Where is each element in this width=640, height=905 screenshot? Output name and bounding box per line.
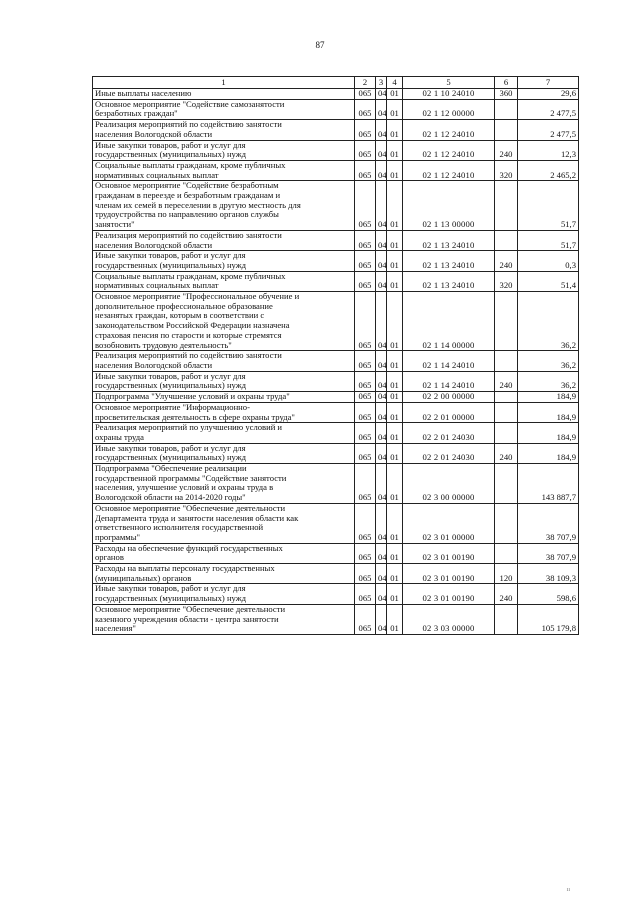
row-target-article: 02 3 01 00190 xyxy=(403,564,495,584)
row-name xyxy=(93,604,355,634)
row-amount: 184,9 xyxy=(518,423,579,443)
row-subsection: 01 xyxy=(387,564,403,584)
row-name xyxy=(93,392,355,403)
row-admin-code: 065 xyxy=(355,271,376,291)
row-target-article: 02 1 14 24010 xyxy=(403,371,495,391)
row-subsection: 01 xyxy=(387,392,403,403)
row-section: 04 xyxy=(376,120,387,140)
row-subsection: 01 xyxy=(387,271,403,291)
row-name xyxy=(93,584,355,604)
row-expense-type xyxy=(495,402,518,422)
row-target-article: 02 3 01 00000 xyxy=(403,503,495,543)
row-target-article: 02 1 14 24010 xyxy=(403,351,495,371)
row-name-line: (муниципальных) органов xyxy=(95,572,192,583)
row-name-line: Иные выплаты населению xyxy=(95,88,192,98)
row-name-line: Подпрограмма "Улучшение условий и охраны труда" xyxy=(95,391,290,402)
row-target-article: 02 2 01 24030 xyxy=(403,443,495,463)
corner-mark: ıı xyxy=(566,887,570,893)
row-amount: 36,2 xyxy=(518,292,579,351)
row-name-line: Основное мероприятие "Содействие безработным xyxy=(95,180,279,191)
row-amount: 105 179,8 xyxy=(518,604,579,634)
table-row xyxy=(93,89,579,100)
row-expense-type xyxy=(495,503,518,543)
row-expense-type: 240 xyxy=(495,251,518,271)
row-subsection: 01 xyxy=(387,230,403,250)
row-name xyxy=(93,160,355,180)
row-name-line: возобновить трудовую деятельность" xyxy=(95,339,232,350)
row-name-line: Основное мероприятие "Содействие самозанятости xyxy=(95,98,285,109)
row-admin-code: 065 xyxy=(355,251,376,271)
row-subsection: 01 xyxy=(387,443,403,463)
row-name-line: населения Вологодской области xyxy=(95,359,213,370)
row-section: 04 xyxy=(376,392,387,403)
table-row xyxy=(93,423,579,443)
row-admin-code: 065 xyxy=(355,423,376,443)
row-subsection: 01 xyxy=(387,351,403,371)
row-section: 04 xyxy=(376,292,387,351)
row-amount: 51,4 xyxy=(518,271,579,291)
row-admin-code: 065 xyxy=(355,120,376,140)
row-name-line: органов xyxy=(95,552,124,563)
row-name-line: государственных (муниципальных) нужд xyxy=(95,149,247,160)
row-amount: 38 707,9 xyxy=(518,543,579,563)
row-target-article: 02 3 03 00000 xyxy=(403,604,495,634)
row-subsection: 01 xyxy=(387,584,403,604)
table-row xyxy=(93,99,579,119)
row-target-article: 02 1 12 24010 xyxy=(403,120,495,140)
row-target-article: 02 2 01 00000 xyxy=(403,402,495,422)
row-name-line: Иные закупки товаров, работ и услуг для xyxy=(95,583,246,594)
table-row xyxy=(93,271,579,291)
row-name xyxy=(93,503,355,543)
row-amount: 51,7 xyxy=(518,230,579,250)
row-name xyxy=(93,351,355,371)
row-name xyxy=(93,543,355,563)
row-target-article: 02 1 13 24010 xyxy=(403,271,495,291)
row-amount: 12,3 xyxy=(518,140,579,160)
row-expense-type xyxy=(495,292,518,351)
row-name xyxy=(93,120,355,140)
row-admin-code: 065 xyxy=(355,99,376,119)
row-admin-code: 065 xyxy=(355,402,376,422)
row-expense-type xyxy=(495,604,518,634)
row-name xyxy=(93,89,355,100)
table-row xyxy=(93,160,579,180)
table-row xyxy=(93,120,579,140)
row-name xyxy=(93,140,355,160)
row-amount: 36,2 xyxy=(518,351,579,371)
row-admin-code: 065 xyxy=(355,371,376,391)
row-subsection: 01 xyxy=(387,503,403,543)
row-name-line: законодательством Российской Федерации назначена xyxy=(95,320,290,331)
row-name-line: Расходы на выплаты персоналу государственных xyxy=(95,563,275,574)
row-subsection: 01 xyxy=(387,120,403,140)
row-amount: 598,6 xyxy=(518,584,579,604)
row-name-line: нормативных социальных выплат xyxy=(95,169,219,180)
row-target-article: 02 1 13 00000 xyxy=(403,181,495,231)
row-target-article: 02 3 00 00000 xyxy=(403,464,495,504)
row-subsection: 01 xyxy=(387,543,403,563)
table-row xyxy=(93,230,579,250)
row-expense-type: 240 xyxy=(495,371,518,391)
header-target-article: 5 xyxy=(403,77,495,89)
header-section: 3 xyxy=(376,77,387,89)
row-name xyxy=(93,371,355,391)
row-section: 04 xyxy=(376,251,387,271)
table-header-row xyxy=(93,77,579,89)
table-row xyxy=(93,251,579,271)
table-body xyxy=(93,89,579,635)
table-row xyxy=(93,443,579,463)
table-row xyxy=(93,543,579,563)
row-name-line: Основное мероприятие "Информационно- xyxy=(95,401,250,412)
row-target-article: 02 3 01 00190 xyxy=(403,584,495,604)
row-name xyxy=(93,564,355,584)
row-target-article: 02 1 12 24010 xyxy=(403,140,495,160)
table-row xyxy=(93,564,579,584)
row-name-line: незанятых граждан, которым в соответствии с xyxy=(95,310,265,321)
row-subsection: 01 xyxy=(387,251,403,271)
row-expense-type: 120 xyxy=(495,564,518,584)
table-row xyxy=(93,181,579,231)
row-section: 04 xyxy=(376,371,387,391)
header-amount: 7 xyxy=(518,77,579,89)
header-expense-type: 6 xyxy=(495,77,518,89)
row-target-article: 02 1 12 00000 xyxy=(403,99,495,119)
row-admin-code: 065 xyxy=(355,392,376,403)
row-name-line: государственных (муниципальных) нужд xyxy=(95,452,247,463)
row-name-line: программы" xyxy=(95,531,140,542)
table-row xyxy=(93,140,579,160)
row-name-line: охраны труда xyxy=(95,431,144,442)
row-admin-code: 065 xyxy=(355,564,376,584)
row-amount: 38 109,3 xyxy=(518,564,579,584)
row-name xyxy=(93,464,355,504)
row-expense-type xyxy=(495,392,518,403)
row-name xyxy=(93,99,355,119)
row-target-article: 02 1 14 00000 xyxy=(403,292,495,351)
row-amount: 36,2 xyxy=(518,371,579,391)
row-name xyxy=(93,402,355,422)
row-name xyxy=(93,251,355,271)
row-section: 04 xyxy=(376,443,387,463)
row-subsection: 01 xyxy=(387,371,403,391)
row-admin-code: 065 xyxy=(355,464,376,504)
row-amount: 184,9 xyxy=(518,392,579,403)
row-name xyxy=(93,292,355,351)
row-expense-type: 240 xyxy=(495,140,518,160)
row-expense-type xyxy=(495,99,518,119)
row-name-line: Расходы на обеспечение функций государственных xyxy=(95,542,283,553)
row-admin-code: 065 xyxy=(355,292,376,351)
row-admin-code: 065 xyxy=(355,181,376,231)
row-name-line: членам их семей в переселении в другую местность для xyxy=(95,199,301,210)
row-section: 04 xyxy=(376,89,387,100)
row-expense-type: 240 xyxy=(495,584,518,604)
row-expense-type: 320 xyxy=(495,160,518,180)
row-name-line: ответственного исполнителя государственной xyxy=(95,522,264,533)
row-admin-code: 065 xyxy=(355,140,376,160)
row-amount: 2 477,5 xyxy=(518,99,579,119)
row-section: 04 xyxy=(376,402,387,422)
row-expense-type xyxy=(495,464,518,504)
row-expense-type xyxy=(495,120,518,140)
row-name-line: Социальные выплаты гражданам, кроме публичных xyxy=(95,270,286,281)
row-expense-type: 320 xyxy=(495,271,518,291)
row-name-line: Реализация мероприятий по содействию занятости xyxy=(95,350,282,361)
row-name-line: страховая пенсия по старости и которые стремятся xyxy=(95,329,282,340)
row-section: 04 xyxy=(376,503,387,543)
row-subsection: 01 xyxy=(387,181,403,231)
row-expense-type xyxy=(495,181,518,231)
row-target-article: 02 1 13 24010 xyxy=(403,251,495,271)
row-name-line: населения Вологодской области xyxy=(95,239,213,250)
row-subsection: 01 xyxy=(387,160,403,180)
row-section: 04 xyxy=(376,160,387,180)
row-admin-code: 065 xyxy=(355,443,376,463)
row-amount: 0,3 xyxy=(518,251,579,271)
table-row xyxy=(93,464,579,504)
table-row xyxy=(93,503,579,543)
row-name-line: Департамента труда и занятости населения области как xyxy=(95,512,299,523)
row-name-line: трудоустройства по направлению органов службы xyxy=(95,209,279,220)
row-name-line: государственной программы "Содействие занятости xyxy=(95,472,287,483)
row-admin-code: 065 xyxy=(355,543,376,563)
row-section: 04 xyxy=(376,564,387,584)
row-section: 04 xyxy=(376,351,387,371)
row-admin-code: 065 xyxy=(355,230,376,250)
row-admin-code: 065 xyxy=(355,160,376,180)
budget-table xyxy=(92,76,579,635)
row-name-line: Основное мероприятие "Обеспечение деятельности xyxy=(95,603,286,614)
table-row xyxy=(93,351,579,371)
row-admin-code: 065 xyxy=(355,351,376,371)
row-section: 04 xyxy=(376,584,387,604)
row-name-line: Социальные выплаты гражданам, кроме публичных xyxy=(95,159,286,170)
row-subsection: 01 xyxy=(387,99,403,119)
row-amount: 184,9 xyxy=(518,443,579,463)
row-subsection: 01 xyxy=(387,423,403,443)
row-name xyxy=(93,443,355,463)
row-subsection: 01 xyxy=(387,402,403,422)
row-section: 04 xyxy=(376,423,387,443)
row-name-line: нормативных социальных выплат xyxy=(95,280,219,291)
row-name-line: казенного учреждения области - центра занятости xyxy=(95,613,279,624)
row-amount: 51,7 xyxy=(518,181,579,231)
header-admin-code: 2 xyxy=(355,77,376,89)
row-name-line: Реализация мероприятий по содействию занятости xyxy=(95,119,282,130)
row-name-line: государственных (муниципальных) нужд xyxy=(95,259,247,270)
row-admin-code: 065 xyxy=(355,584,376,604)
row-name-line: Реализация мероприятий по улучшению условий и xyxy=(95,422,283,433)
row-section: 04 xyxy=(376,543,387,563)
row-name-line: занятости" xyxy=(95,219,135,230)
row-subsection: 01 xyxy=(387,89,403,100)
row-expense-type: 360 xyxy=(495,89,518,100)
row-target-article: 02 1 12 24010 xyxy=(403,160,495,180)
page-number: 87 xyxy=(315,40,325,50)
row-section: 04 xyxy=(376,271,387,291)
row-amount: 29,6 xyxy=(518,89,579,100)
row-admin-code: 065 xyxy=(355,604,376,634)
row-name-line: Основное мероприятие "Профессиональное обучение и xyxy=(95,291,300,302)
row-name xyxy=(93,230,355,250)
row-amount: 2 465,2 xyxy=(518,160,579,180)
row-section: 04 xyxy=(376,464,387,504)
row-expense-type: 240 xyxy=(495,443,518,463)
row-section: 04 xyxy=(376,181,387,231)
row-target-article: 02 3 01 00190 xyxy=(403,543,495,563)
row-name-line: Вологодской области на 2014-2020 годы" xyxy=(95,492,246,503)
row-expense-type xyxy=(495,230,518,250)
row-name-line: Подпрограмма "Обеспечение реализации xyxy=(95,463,247,474)
row-name-line: государственных (муниципальных) нужд xyxy=(95,380,247,391)
row-admin-code: 065 xyxy=(355,503,376,543)
row-target-article: 02 1 13 24010 xyxy=(403,230,495,250)
row-name-line: населения" xyxy=(95,623,136,634)
row-amount: 184,9 xyxy=(518,402,579,422)
row-section: 04 xyxy=(376,140,387,160)
row-name-line: Основное мероприятие "Обеспечение деятельности xyxy=(95,502,286,513)
row-section: 04 xyxy=(376,99,387,119)
row-name-line: Иные закупки товаров, работ и услуг для xyxy=(95,250,246,261)
row-name-line: просветительская деятельность в сфере охраны труда" xyxy=(95,411,295,422)
table-row xyxy=(93,392,579,403)
row-subsection: 01 xyxy=(387,292,403,351)
row-section: 04 xyxy=(376,230,387,250)
row-expense-type xyxy=(495,351,518,371)
row-subsection: 01 xyxy=(387,140,403,160)
row-section: 04 xyxy=(376,604,387,634)
row-name-line: безработных граждан" xyxy=(95,108,178,119)
table-row xyxy=(93,604,579,634)
row-admin-code: 065 xyxy=(355,89,376,100)
row-target-article: 02 2 00 00000 xyxy=(403,392,495,403)
row-subsection: 01 xyxy=(387,464,403,504)
row-amount: 143 887,7 xyxy=(518,464,579,504)
row-expense-type xyxy=(495,423,518,443)
row-amount: 38 707,9 xyxy=(518,503,579,543)
row-name xyxy=(93,271,355,291)
row-name-line: Иные закупки товаров, работ и услуг для xyxy=(95,370,246,381)
table-row xyxy=(93,584,579,604)
row-name-line: Иные закупки товаров, работ и услуг для xyxy=(95,139,246,150)
row-name-line: Иные закупки товаров, работ и услуг для xyxy=(95,442,246,453)
row-name-line: государственных (муниципальных) нужд xyxy=(95,593,247,604)
row-expense-type xyxy=(495,543,518,563)
row-name-line: гражданам в переезде и безработным гражданам и xyxy=(95,190,281,201)
header-name: 1 xyxy=(93,77,355,89)
header-subsection: 4 xyxy=(387,77,403,89)
row-name-line: дополнительное профессиональное образование xyxy=(95,300,273,311)
row-name-line: населения Вологодской области xyxy=(95,128,213,139)
table-row xyxy=(93,371,579,391)
row-target-article: 02 1 10 24010 xyxy=(403,89,495,100)
row-name-line: Реализация мероприятий по содействию занятости xyxy=(95,229,282,240)
row-subsection: 01 xyxy=(387,604,403,634)
row-name-line: населения, улучшение условий и охраны труда в xyxy=(95,482,274,493)
table-row xyxy=(93,402,579,422)
row-amount: 2 477,5 xyxy=(518,120,579,140)
row-name xyxy=(93,423,355,443)
row-name xyxy=(93,181,355,231)
row-target-article: 02 2 01 24030 xyxy=(403,423,495,443)
table-row xyxy=(93,292,579,351)
